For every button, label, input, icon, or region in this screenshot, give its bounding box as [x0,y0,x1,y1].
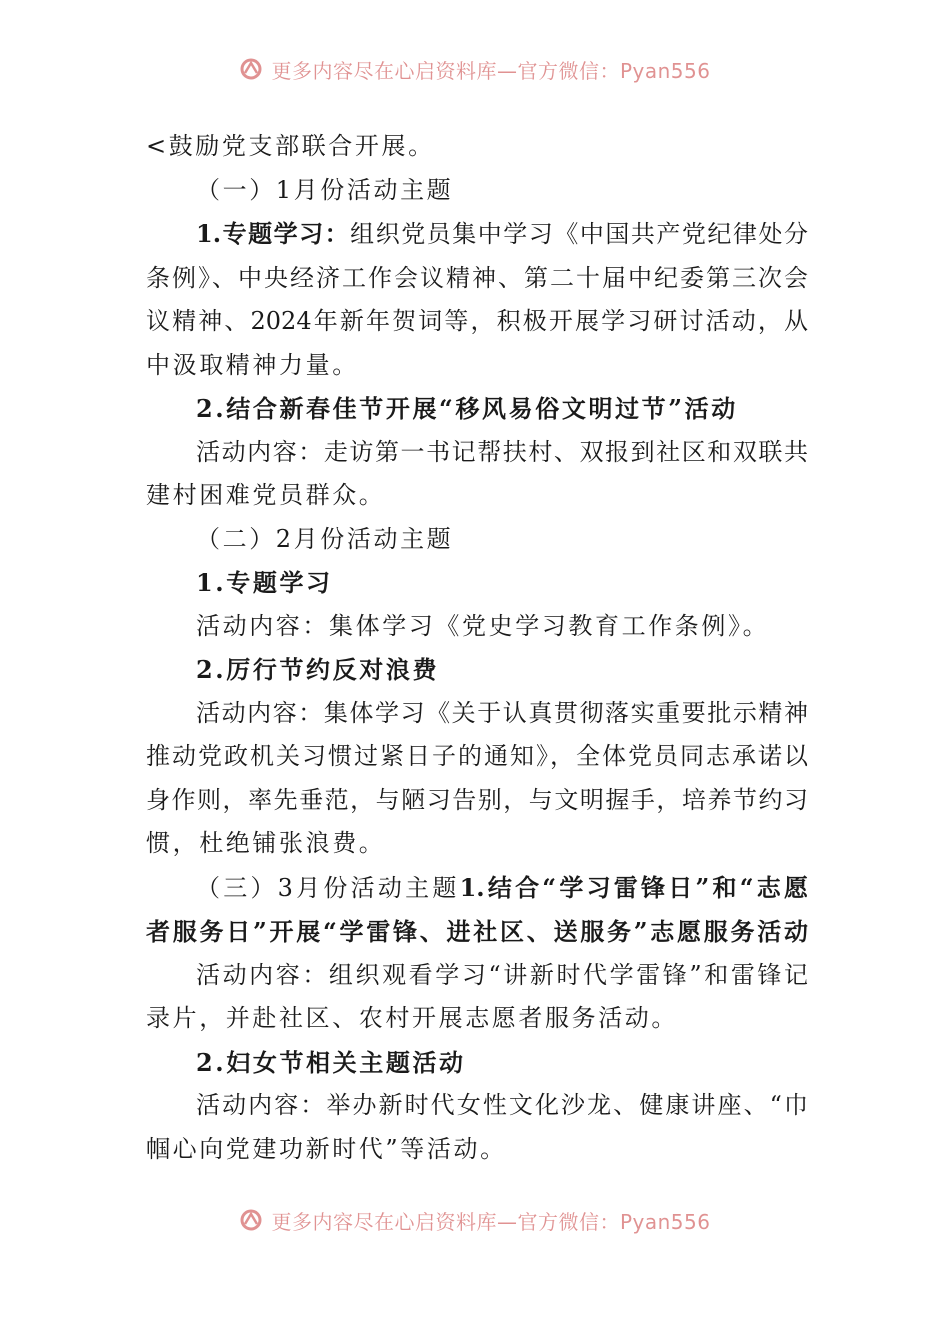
paragraph-line [146,212,808,257]
watermark-logo-icon [239,57,263,81]
item-heading: 2.妇女节相关主题活动 [196,1047,466,1077]
paragraph-line: 活动内容：走访第一书记帮扶村、双报到社区和双联共 [196,437,808,466]
item-heading: 1.结合“学习雷锋日”和“志愿 [459,872,808,902]
section-heading: （二）2月份活动主题 [196,524,454,553]
paragraph-line: 活动内容：集体学习《党史学习教育工作条例》。 [196,611,770,640]
paragraph-line: 条例》、中央经济工作会议精神、第二十届中纪委第三次会 [146,263,808,292]
paragraph-line: 建村困难党员群众。 [146,481,386,509]
paragraph-line: 活动内容：举办新时代女性文化沙龙、健康讲座、“巾 [196,1091,808,1119]
section-heading-text: （三）3月份活动主题 [196,873,460,902]
item-text: 组织党员集中学习《中国共产党纪律处分 [350,220,808,248]
paragraph-line: 帼心向党建功新时代”等活动。 [146,1134,507,1163]
item-heading: 1.专题学习： [196,219,351,248]
paragraph-line: 推动党政机关习惯过紧日子的通知》，全体党员同志承诺以 [146,742,808,770]
item-heading: 2.结合新春佳节开展“移风易俗文明过节”活动 [196,394,738,423]
paragraph-line: 议精神、2024年新年贺词等，积极开展学习研讨活动，从 [146,307,808,335]
watermark-footer [0,1203,950,1237]
section-heading [146,866,808,911]
item-heading: 者服务日”开展“学雷锋、进社区、送服务”志愿服务活动 [146,917,808,946]
paragraph-line: <鼓励党支部联合开展。 [146,132,435,160]
paragraph-line: 录片，并赴社区、农村开展志愿者服务活动。 [146,1004,678,1032]
paragraph-line: 活动内容：组织观看学习“讲新时代学雷锋”和雷锋记 [196,960,808,989]
paragraph-line: 中汲取精神力量。 [146,350,359,379]
item-heading: 2.厉行节约反对浪费 [196,655,440,684]
item-heading: 1.专题学习 [196,568,333,597]
watermark-text: 更多内容尽在心启资料库—官方微信：Pyan556 [271,1209,711,1234]
watermark-header [0,52,950,86]
paragraph-line: 活动内容：集体学习《关于认真贯彻落实重要批示精神 [196,698,808,727]
watermark-text: 更多内容尽在心启资料库—官方微信：Pyan556 [271,58,711,83]
paragraph-line: 身作则，率先垂范，与陋习告别，与文明握手，培养节约习 [146,785,808,814]
document-body [146,125,808,1171]
section-heading: （一）1月份活动主题 [196,175,454,204]
watermark-logo-icon [239,1208,263,1232]
paragraph-line: 惯，杜绝铺张浪费。 [146,829,386,857]
